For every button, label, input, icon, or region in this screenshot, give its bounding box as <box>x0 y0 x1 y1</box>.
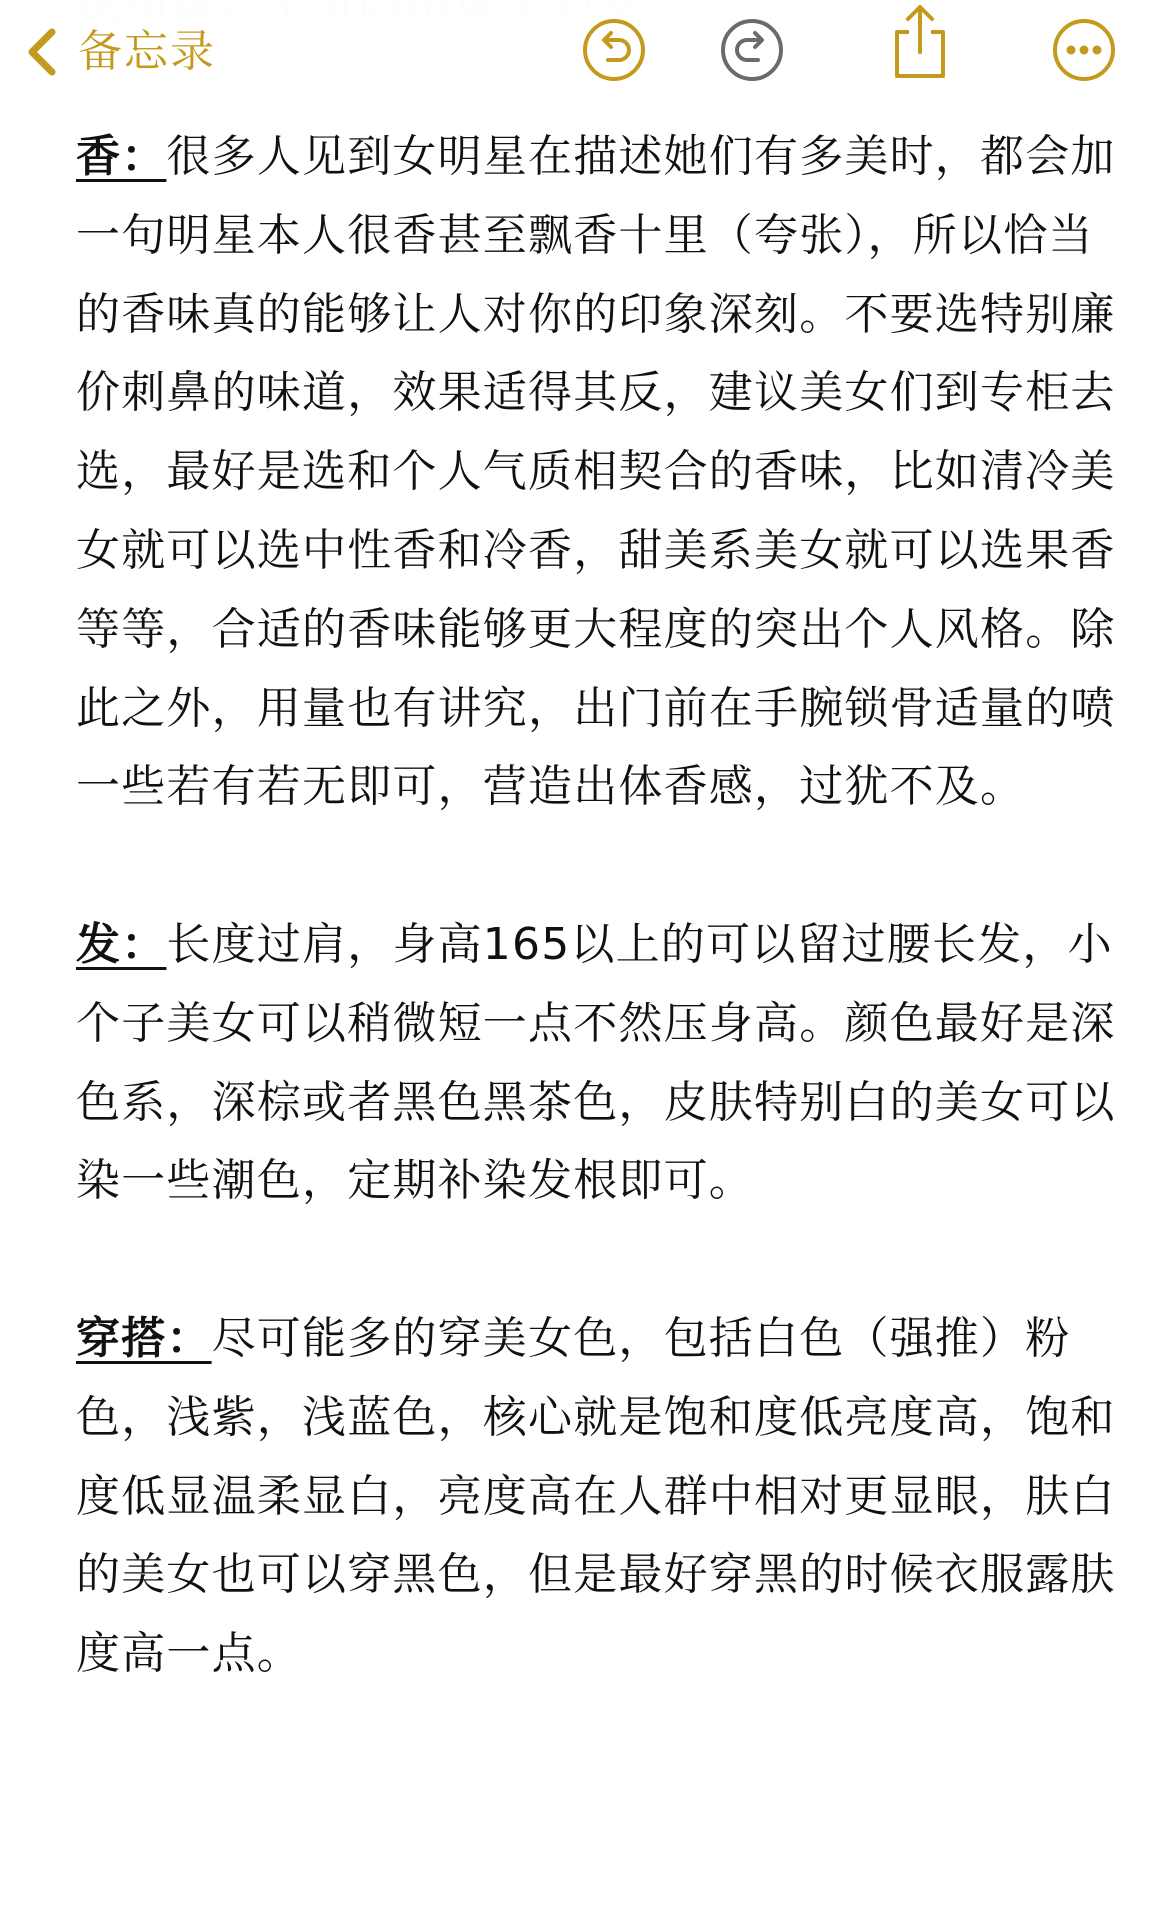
note-section-hair <box>76 906 1116 1221</box>
more-button[interactable] <box>1050 18 1118 86</box>
chevron-left-icon <box>24 24 64 80</box>
back-label: 备忘录 <box>78 26 216 77</box>
note-body[interactable] <box>76 118 1116 1694</box>
redo-icon <box>719 17 785 87</box>
navigation-bar <box>0 0 1170 104</box>
share-icon <box>889 2 951 86</box>
section-heading: 发： <box>76 918 167 970</box>
more-icon <box>1051 17 1117 87</box>
undo-button[interactable] <box>580 18 648 86</box>
share-button[interactable] <box>886 10 954 78</box>
section-text: 很多人见到女明星在描述她们有多美时，都会加一句明星本人很香甚至飘香十里（夸张），所以恰当的香味真的能够让人对你的印象深刻。不要选特别廉价刺鼻的味道，效果适得其反，建议美女们到专柜去选，最好是选和个人气质相契合的香味，比如清冷美女就可以选中性香和冷香，甜美系美女就可以选果香等等，合适的香味能够更大程度的突出个人风格。除此之外，用量也有讲究，出门前在手腕锁骨适量的喷一些若有若无即可，营造出体香感，过犹不及。 <box>76 131 1116 813</box>
redo-button[interactable] <box>718 18 786 86</box>
back-button[interactable] <box>24 22 216 82</box>
undo-icon <box>581 17 647 87</box>
section-heading: 香： <box>76 131 167 182</box>
section-text: 尽可能多的穿美女色，包括白色（强推）粉色，浅紫，浅蓝色，核心就是饱和度低亮度高，饱和度低显温柔显白，亮度高在人群中相对更显眼，肤白的美女也可以穿黑色，但是最好穿黑的时候衣服露肤度高一点。 <box>76 1312 1116 1680</box>
section-text: 长度过肩，身高165以上的可以留过腰长发，小个子美女可以稍微短一点不然压身高。颜色最好是深色系，深棕或者黑色黑茶色，皮肤特别白的美女可以染一些潮色，定期补染发根即可。 <box>76 918 1116 1207</box>
note-section-outfit <box>76 1300 1116 1694</box>
note-section-fragrance <box>76 118 1116 827</box>
section-heading: 穿搭： <box>76 1312 212 1364</box>
